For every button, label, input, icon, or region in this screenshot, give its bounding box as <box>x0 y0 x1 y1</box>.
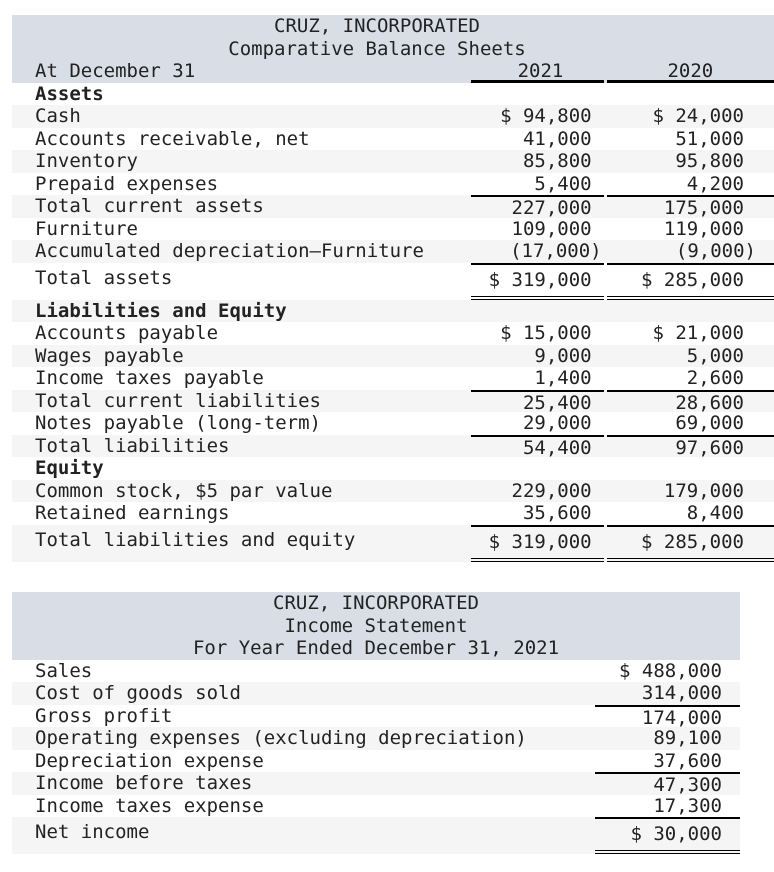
value-2021: $ 15,000 <box>500 322 592 344</box>
table-row <box>12 412 774 435</box>
value-2021: 35,600 <box>522 502 592 524</box>
row-label: Gross profit <box>35 704 173 727</box>
value-2020: 175,000 <box>607 195 774 218</box>
value-2021: 37,600 <box>653 749 722 772</box>
table-row <box>12 83 774 106</box>
income-statement-rows <box>12 660 740 855</box>
row-label: Common stock, $5 par value <box>35 479 333 502</box>
table-row <box>12 435 774 458</box>
value-2021 <box>471 300 603 323</box>
company-name: CRUZ, INCORPORATED <box>273 592 479 614</box>
row-label: Depreciation expense <box>35 749 264 772</box>
value-2021: 227,000 <box>471 195 603 218</box>
value-2020: 69,000 <box>675 412 744 434</box>
row-label: Prepaid expenses <box>35 172 219 195</box>
table-row <box>12 105 774 128</box>
table-row <box>12 263 774 300</box>
value-2021: (17,000) <box>510 240 602 262</box>
value-2021: $ 319,000 <box>471 525 603 562</box>
value-2021: 9,000 <box>534 344 592 367</box>
income-statement-header <box>12 592 740 660</box>
table-row <box>12 660 740 683</box>
value-2021: $ 319,000 <box>471 263 603 300</box>
value-2021: 54,400 <box>471 435 603 458</box>
table-row <box>12 150 774 173</box>
value-2020: 28,600 <box>607 390 774 413</box>
value-2021: 229,000 <box>511 479 592 502</box>
table-row <box>12 345 774 368</box>
value-2020 <box>607 457 774 480</box>
row-label: Net income <box>35 821 150 843</box>
value-2020: 5,000 <box>686 344 744 367</box>
table-row <box>12 817 740 854</box>
row-label: Equity <box>35 457 104 479</box>
row-label: Total current assets <box>35 195 264 217</box>
balance-sheet-rows <box>12 83 774 562</box>
value-2020: 8,400 <box>686 502 744 524</box>
row-label: Cash <box>35 105 81 127</box>
value-2021: 25,400 <box>471 390 603 413</box>
table-row <box>12 795 740 818</box>
income-statement-table <box>12 592 740 854</box>
table-row <box>12 390 774 413</box>
value-2021: 174,000 <box>595 705 740 728</box>
statement-period: For Year Ended December 31, 2021 <box>192 637 560 659</box>
table-row <box>12 195 774 218</box>
table-row <box>12 727 740 750</box>
row-label: Furniture <box>35 217 138 240</box>
row-label: Income taxes payable <box>35 367 264 389</box>
year-column-header: 2021 <box>471 60 603 83</box>
balance-sheet-table <box>12 15 774 562</box>
value-2020: 95,800 <box>675 150 744 172</box>
table-row <box>12 750 740 773</box>
row-label: Total liabilities and equity <box>35 528 356 551</box>
value-2020: 97,600 <box>607 435 774 458</box>
table-row <box>12 457 774 480</box>
value-2021: 89,100 <box>653 727 722 749</box>
row-label: Retained earnings <box>35 502 230 524</box>
table-row <box>12 173 774 196</box>
table-row <box>12 300 774 323</box>
value-2021: $ 94,800 <box>500 105 592 127</box>
statement-title: Comparative Balance Sheets <box>228 37 526 60</box>
row-label: Accounts receivable, net <box>35 127 310 150</box>
table-row <box>12 525 774 562</box>
year-column-header: 2020 <box>607 60 774 83</box>
row-label: Liabilities and Equity <box>35 299 287 322</box>
value-2021: 41,000 <box>522 127 592 150</box>
value-2020: (9,000) <box>675 240 756 262</box>
value-2021: $ 488,000 <box>619 659 722 682</box>
value-2020: $ 21,000 <box>652 322 744 344</box>
row-label: Accumulated depreciation—Furniture <box>35 240 424 262</box>
value-2020: 2,600 <box>686 367 744 389</box>
table-row <box>12 502 774 525</box>
row-label: Total current liabilities <box>35 389 321 412</box>
table-row <box>12 240 774 263</box>
company-name: CRUZ, INCORPORATED <box>274 15 480 37</box>
value-2020: $ 285,000 <box>607 263 774 300</box>
row-label: Cost of goods sold <box>35 682 241 704</box>
table-row <box>12 128 774 151</box>
value-2021: 47,300 <box>595 772 740 795</box>
value-2020: 51,000 <box>675 127 744 150</box>
value-2021: 85,800 <box>522 150 592 172</box>
value-2020: 179,000 <box>663 479 744 502</box>
value-2020 <box>607 83 774 106</box>
row-label: Assets <box>35 82 104 105</box>
row-label: Inventory <box>35 150 138 172</box>
row-label: Accounts payable <box>35 322 219 344</box>
table-row <box>12 367 774 390</box>
row-label: Income before taxes <box>35 772 253 794</box>
table-row <box>12 705 740 728</box>
value-2021: 314,000 <box>641 682 722 704</box>
value-2021: 1,400 <box>534 367 592 389</box>
row-label: Total assets <box>35 266 173 289</box>
value-2021: 29,000 <box>522 412 592 434</box>
table-row <box>12 218 774 241</box>
table-row <box>12 682 740 705</box>
row-label: Operating expenses (excluding depreciation) <box>35 727 527 749</box>
table-row <box>12 480 774 503</box>
value-2021 <box>471 457 603 480</box>
value-2021: $ 30,000 <box>595 817 740 854</box>
value-2020: 4,200 <box>686 172 744 195</box>
value-2021: 109,000 <box>511 217 592 240</box>
row-label: Sales <box>35 659 93 682</box>
value-2021: 17,300 <box>653 794 722 817</box>
value-2020: 119,000 <box>663 217 744 240</box>
value-2021: 5,400 <box>534 172 592 195</box>
balance-sheet-header <box>12 15 774 83</box>
row-label: Income taxes expense <box>35 794 264 817</box>
table-row <box>12 772 740 795</box>
value-2020: $ 24,000 <box>652 105 744 127</box>
date-label: At December 31 <box>35 60 196 82</box>
statement-title: Income Statement <box>284 614 468 637</box>
value-2020: $ 285,000 <box>607 525 774 562</box>
table-row <box>12 322 774 345</box>
row-label: Notes payable (long-term) <box>35 412 321 434</box>
row-label: Total liabilities <box>35 434 230 457</box>
value-2021 <box>471 83 603 106</box>
row-label: Wages payable <box>35 344 184 367</box>
value-2020 <box>607 300 774 323</box>
